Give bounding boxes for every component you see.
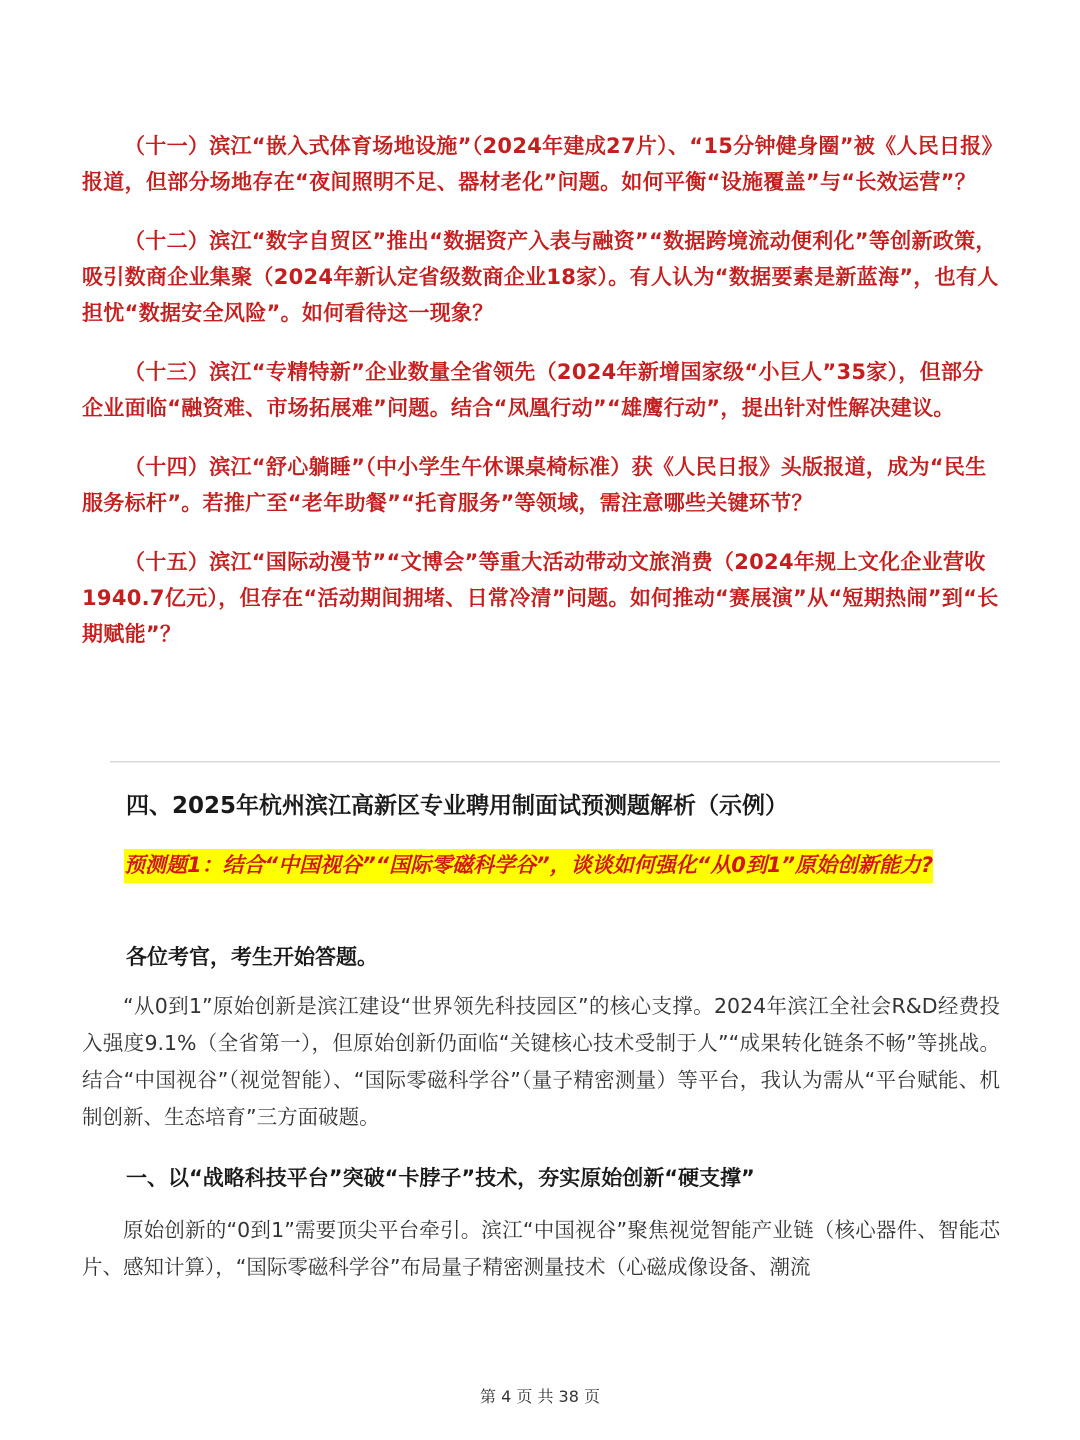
body-paragraph-2: 原始创新的“0到1”需要顶尖平台牵引。滨江“中国视谷”聚焦视觉智能产业链（核心器件、智能芯片、感知计算），“国际零磁科学谷”布局量子精密测量技术（心磁成像设备、潮流: [82, 1218, 1000, 1279]
page-number-footer: 第 4 页 共 38 页: [480, 1387, 600, 1406]
highlighted-question-text: 预测题1：结合“中国视谷”“国际零磁科学谷”，谈谈如何强化“从0到1”原始创新能力?: [124, 849, 933, 883]
question-item-13: （十三）滨江“专精特新”企业数量全省领先（2024年新增国家级“小巨人”35家），但部分企业面临“融资难、市场拓展难”问题。结合“凤凰行动”“雄鹰行动”，提出针对性解决建议。: [82, 360, 984, 420]
answer-greeting: 各位考官，考生开始答题。: [126, 945, 378, 969]
highlighted-question-block: [82, 845, 1000, 885]
highlighted-question: [82, 845, 1000, 885]
question-item-14: （十四）滨江“舒心躺睡”（中小学生午休课桌椅标准）获《人民日报》头版报道，成为“民生服务标杆”。若推广至“老年助餐”“托育服务”等领域，需注意哪些关键环节？: [82, 455, 987, 515]
question-item-11: （十一）滨江“嵌入式体育场地设施”（2024年建成27片）、“15分钟健身圈”被《人民日报》报道，但部分场地存在“夜间照明不足、器材老化”问题。如何平衡“设施覆盖”与“长效运营”？: [82, 134, 993, 194]
section-divider: [110, 761, 1000, 763]
question-item-12: （十二）滨江“数字自贸区”推出“数据资产入表与融资”“数据跨境流动便利化”等创新政策，吸引数商企业集聚（2024年新认定省级数商企业18家）。有人认为“数据要素是新蓝海”，也有人担忧“数据安全风险”。如何看待这一现象？: [82, 229, 999, 325]
sub-heading-1: 一、以“战略科技平台”突破“卡脖子”技术，夯实原始创新“硬支撑”: [126, 1166, 755, 1190]
question-item-15: （十五）滨江“国际动漫节”“文博会”等重大活动带动文旅消费（2024年规上文化企业营收1940.7亿元），但存在“活动期间拥堵、日常冷清”问题。如何推动“赛展演”从“短期热闹”到“长期赋能”？: [82, 550, 999, 646]
section-title: 四、2025年杭州滨江高新区专业聘用制面试预测题解析（示例）: [126, 793, 789, 819]
intro-paragraph: “从0到1”原始创新是滨江建设“世界领先科技园区”的核心支撑。2024年滨江全社会R&D经费投入强度9.1%（全省第一），但原始创新仍面临“关键核心技术受制于人”“成果转化链条不畅”等挑战。结合“中国视谷”（视觉智能）、“国际零磁科学谷”（量子精密测量）等平台，我认为需从“平台赋能、机制创新、生态培育”三方面破题。: [82, 994, 1000, 1129]
question-list: [82, 128, 1000, 675]
